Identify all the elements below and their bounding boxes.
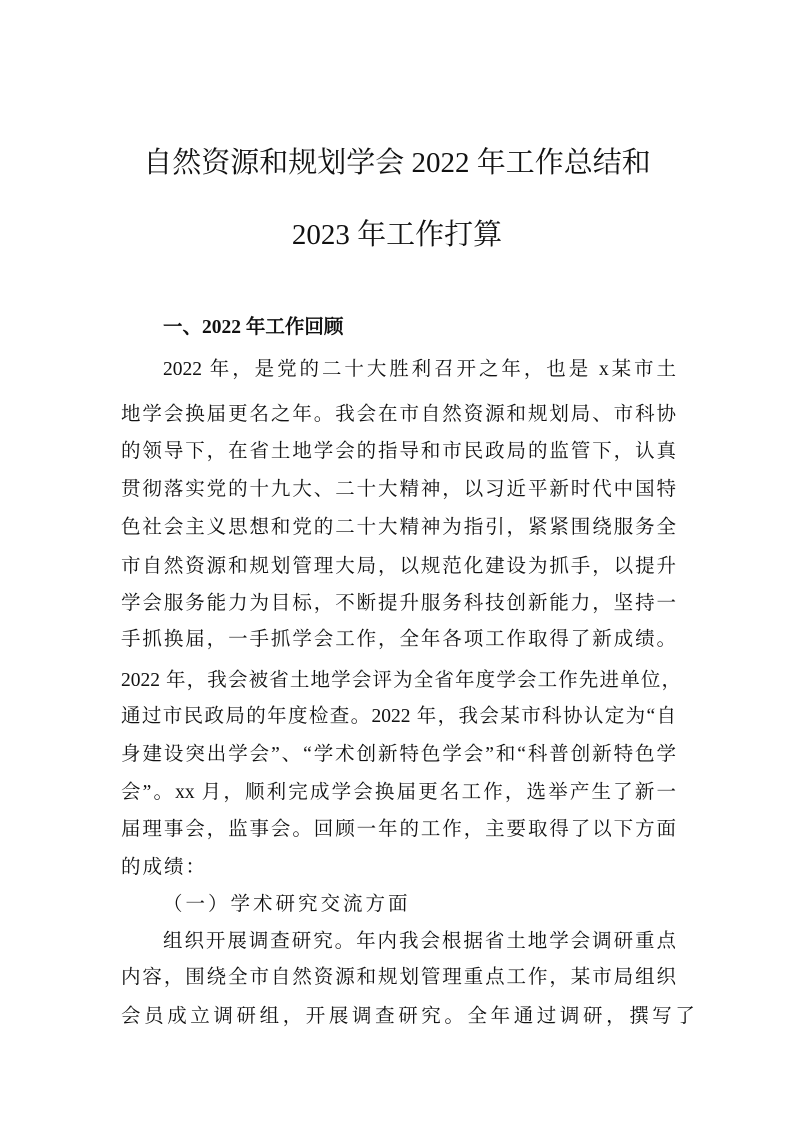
paragraph-line: 2022 年，是党的二十大胜利召开之年，也是 x某市土 [163,359,676,380]
paragraph-line: 组织开展调查研究。年内我会根据省土地学会调研重点 [163,931,676,952]
paragraph-line: 色社会主义思想和党的二十大精神为指引，紧紧围绕服务全 [121,517,676,538]
paragraph-line: 学会服务能力为目标，不断提升服务科技创新能力，坚持一 [121,593,676,614]
document-title-line-2: 2023 年工作打算 [291,219,503,251]
document-title-line-1: 自然资源和规划学会 2022 年工作总结和 [143,147,651,179]
paragraph-line: 通过市民政局的年度检查。2022 年，我会某市科协认定为“自 [121,706,676,727]
paragraph-line: 2022 年，我会被省土地学会评为全省年度学会工作先进单位， [121,670,681,691]
paragraph-line: 内容，围绕全市自然资源和规划管理重点工作，某市局组织 [121,967,676,988]
paragraph-line: 的成绩： [121,857,208,878]
paragraph-line: 会员成立调研组，开展调查研究。全年通过调研，撰写了 [121,1006,699,1027]
paragraph-line: 身建设突出学会”、“学术创新特色学会”和“科普创新特色学 [121,744,676,765]
paragraph-line: 会”。xx 月，顺利完成学会换届更名工作，选举产生了新一 [121,782,676,803]
paragraph-line: 手抓换届，一手抓学会工作，全年各项工作取得了新成绩。 [121,629,676,650]
paragraph-line: 贯彻落实党的十九大、二十大精神，以习近平新时代中国特 [121,479,676,500]
paragraph-line: 届理事会，监事会。回顾一年的工作，主要取得了以下方面 [121,819,676,840]
paragraph-line: 市自然资源和规划管理大局，以规范化建设为抓手，以提升 [121,556,676,577]
section-heading: 一、2022 年工作回顾 [163,317,344,338]
subsection-heading: （一）学术研究交流方面 [163,894,411,915]
paragraph-line: 的领导下，在省土地学会的指导和市民政局的监管下，认真 [121,441,676,462]
paragraph-line: 地学会换届更名之年。我会在市自然资源和规划局、市科协 [121,404,676,425]
